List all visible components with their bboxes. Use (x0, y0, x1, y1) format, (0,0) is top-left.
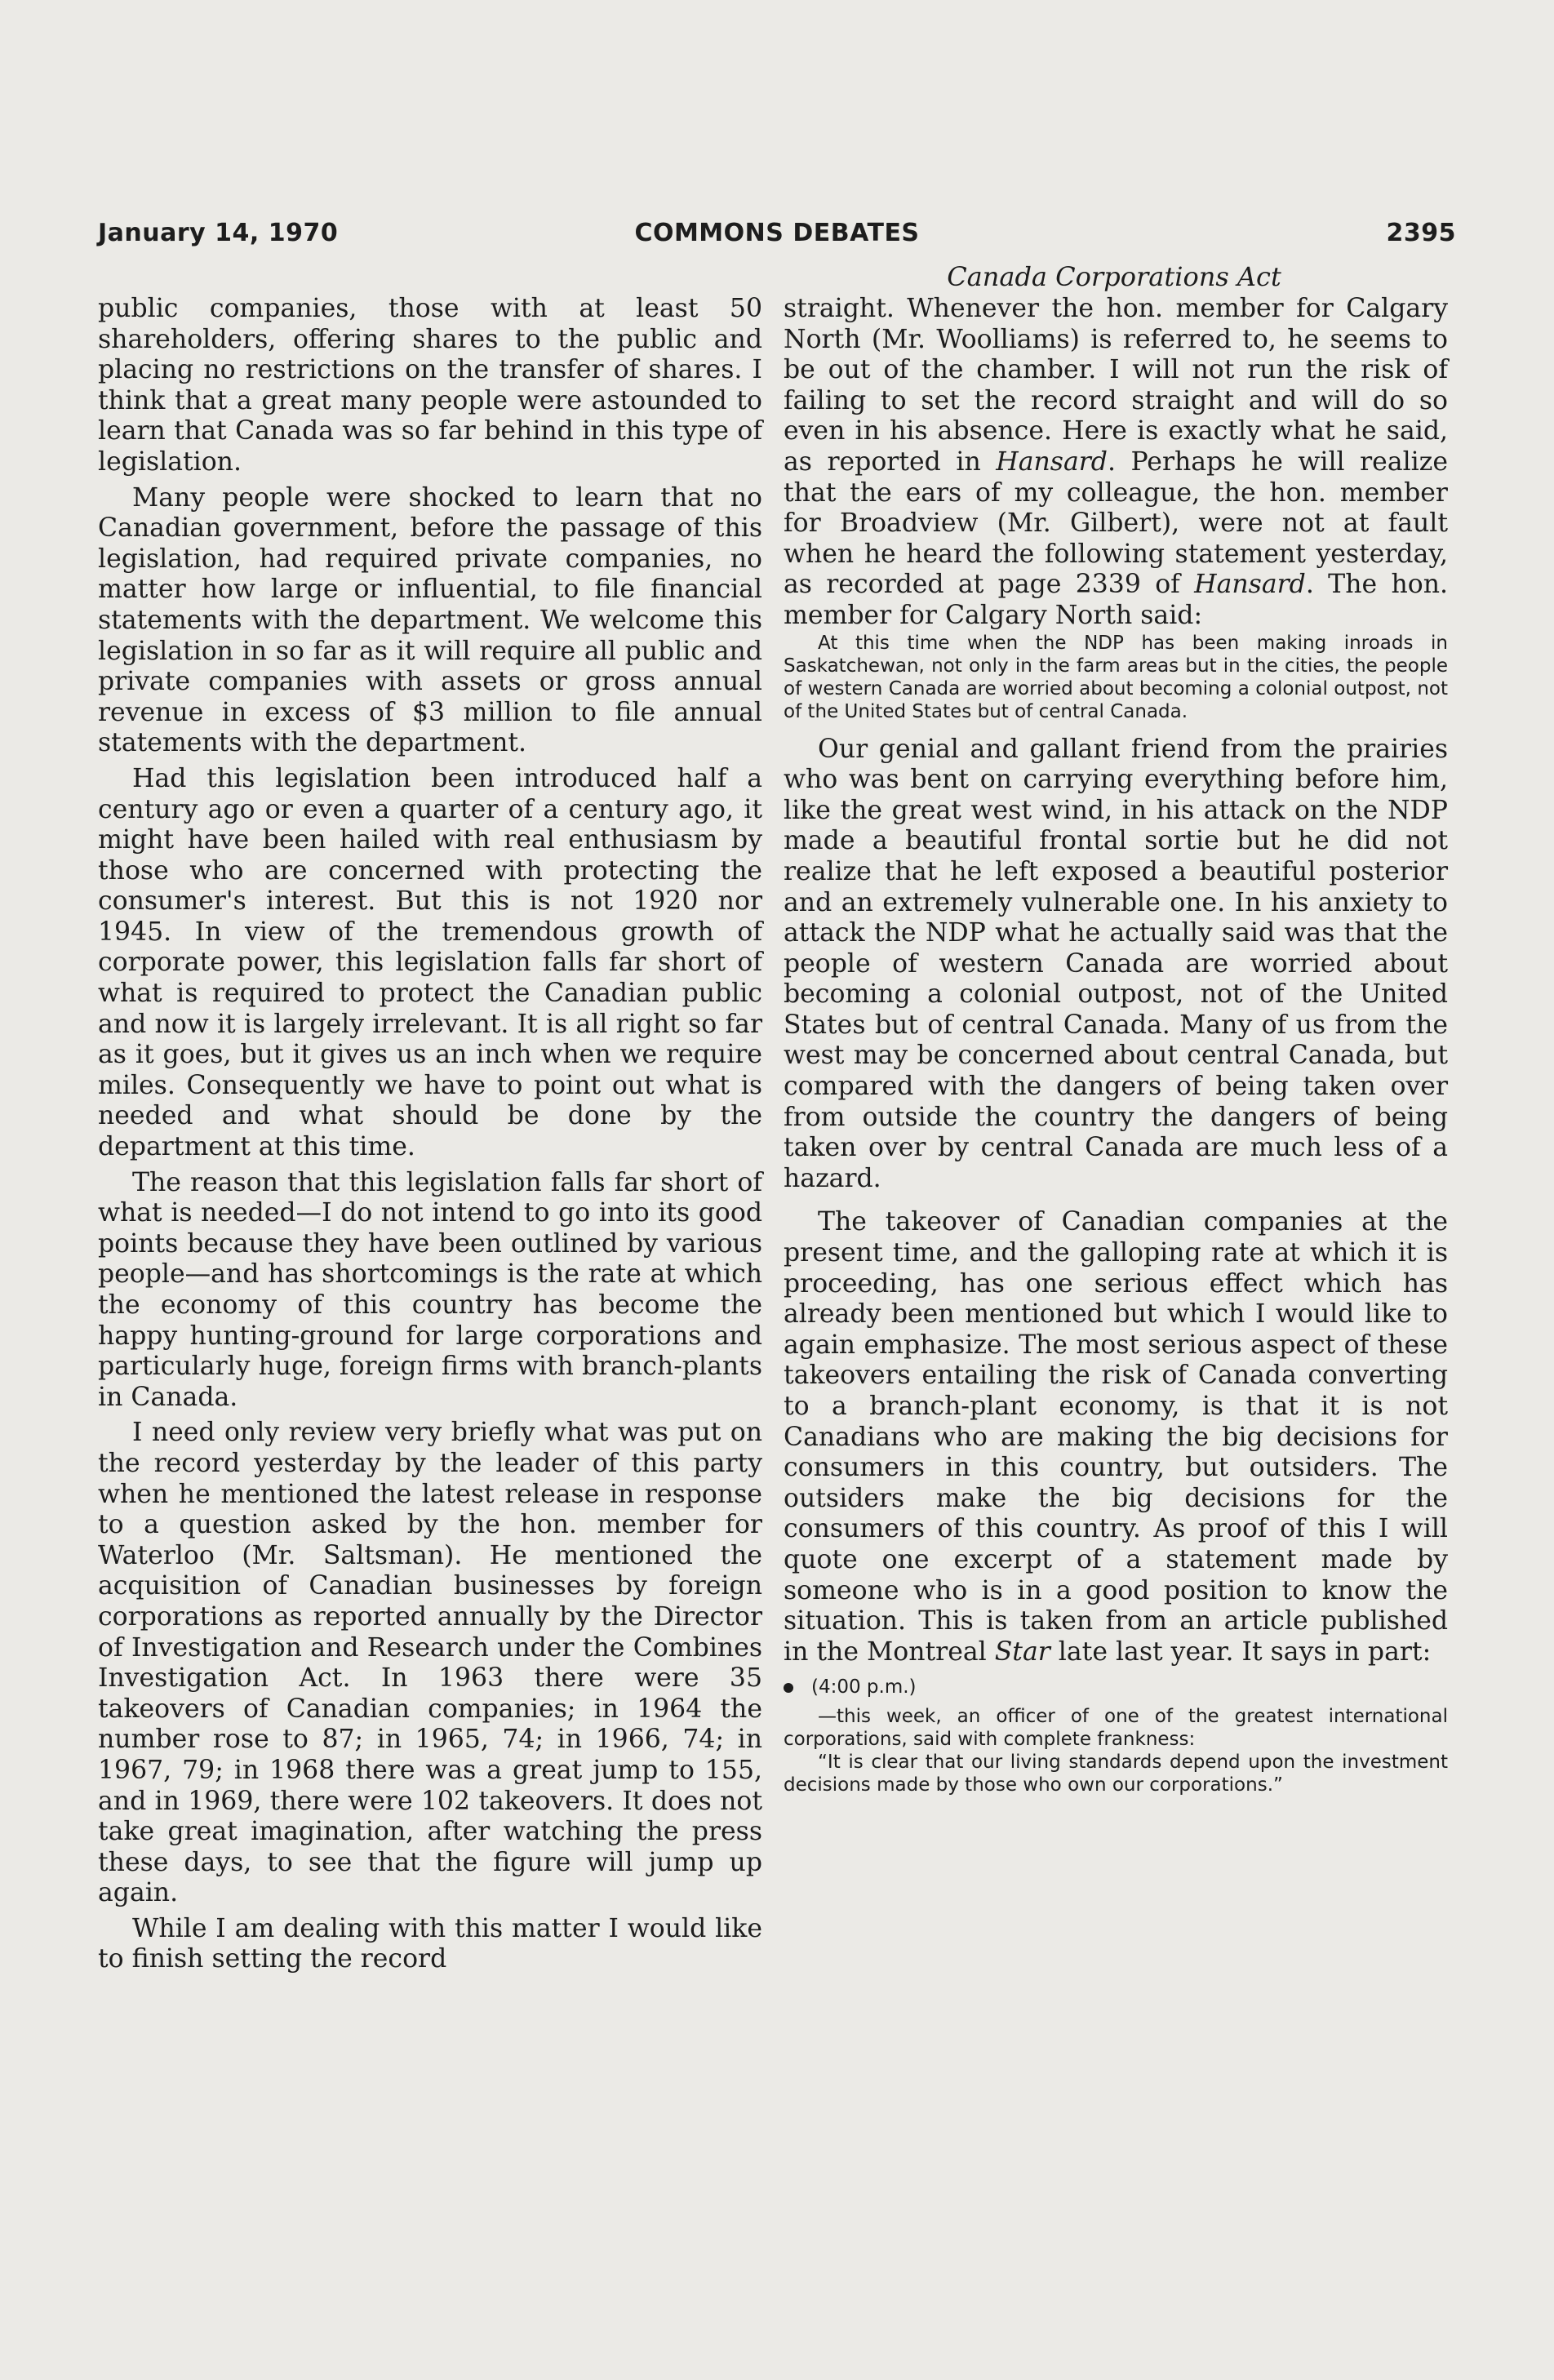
bullet-icon (784, 1683, 793, 1693)
header-date: January 14, 1970 (98, 219, 339, 247)
paragraph: Our genial and gallant friend from the prairies who was bent on carrying everything before him, like the great west wind, in his attack on the NDP made a beautiful frontal sortie but he did not realize that he left exposed a beautiful posterior and an extremely vulnerable one. In his anxiety to attack the NDP what he actually said was that the people of western Canada are worried about becoming a colonial outpost, not of the United States but of central Canada. Many of us from the west may be concerned about central Canada, but compared with the dangers of being taken over from outside the country the dangers of being taken over by central Canada are much less of a hazard. (784, 734, 1448, 1193)
section-subheading: Canada Corporations Act (947, 261, 1281, 292)
paragraph: Many people were shocked to learn that no Canadian government, before the passage of this legislation, had required private companies, no matter how large or influential, to file financial statements with the department. We welcome this legislation in so far as it will require all public and private companies with assets or gross annual revenue in excess of $3 million to file annual statements with the department. (98, 482, 762, 758)
header-title: COMMONS DEBATES (634, 219, 920, 247)
text-run: The takeover of Canadian companies at the present time, and the galloping rate at which it is proceeding, has one serious effect which has already been mentioned but which I would like to again emphasize. The most serious aspect of these takeovers entailing the risk of Canada converting to a branch-plant economy, is that it is not Canadians who are making the big decisions for consumers in this country, but outsiders. The outsiders make the big decisions for the consumers of this country. As proof of this I will quote one excerpt of a statement made by someone who is in a good position to know the situation. This is taken from an article published in the Montreal (784, 1207, 1448, 1667)
paragraph (784, 294, 1448, 632)
italic-hansard: Hansard (1194, 570, 1306, 600)
paragraph: The reason that this legislation falls far short of what is needed—I do not intend to go into its good points because they have been outlined by various people—and has shortcomings is the rate at which the economy of this country has become the happy hunting-ground for large corporations and particularly huge, foreign firms with branch-plants in Canada. (98, 1167, 762, 1412)
paragraph: While I am dealing with this matter I would like to finish setting the record (98, 1913, 762, 1974)
text-run: straight. Whenever the hon. member for Calgary North (Mr. Woolliams) is referred to, he seems to be out of the chamber. I will not run the risk of failing to set the record straight and will do so even in his absence. Here is exactly what he said, as reported in (784, 294, 1448, 477)
paragraph: I need only review very briefly what was put on the record yesterday by the leader of this party when he mentioned the latest release in response to a question asked by the hon. member for Waterloo (Mr. Saltsman). He mentioned the acquisition of Canadian businesses by foreign corporations as reported annually by the Director of Investigation and Research under the Combines Investigation Act. In 1963 there were 35 takeovers of Canadian companies; in 1964 the number rose to 87; in 1965, 74; in 1966, 74; in 1967, 79; in 1968 there was a great jump to 155, and in 1969, there were 102 takeovers. It does not take great imagination, after watching the press these days, to see that the figure will jump up again. (98, 1418, 762, 1908)
page-number: 2395 (1386, 219, 1456, 247)
page-header (98, 219, 1456, 258)
paragraph (784, 1207, 1448, 1667)
italic-star: Star (994, 1636, 1050, 1667)
time-marker (784, 1676, 1448, 1698)
left-column (98, 294, 762, 1975)
time-text: (4:00 p.m.) (811, 1676, 917, 1698)
text-run: . Perhaps he will realize that the ears of my colleague, the hon. member for Broadview (Mr. Gilbert), were not at fault when he heard the following statement yesterday, as recorded at page 2339 of (784, 446, 1448, 600)
italic-hansard: Hansard (996, 446, 1108, 477)
right-column (784, 294, 1448, 1796)
text-run: . The hon. member for Calgary North said: (784, 570, 1448, 630)
text-run: late last year. It says in part: (1050, 1636, 1432, 1667)
block-quote: —this week, an officer of one of the greatest international corporations, said with complete frankness: (784, 1706, 1448, 1751)
block-quote: “It is clear that our living standards depend upon the investment decisions made by those who own our corporations.” (784, 1752, 1448, 1796)
block-quote: At this time when the NDP has been making inroads in Saskatchewan, not only in the farm areas but in the cities, the people of western Canada are worried about becoming a colonial outpost, not of the United States but of central Canada. (784, 632, 1448, 722)
paragraph: Had this legislation been introduced half a century ago or even a quarter of a century ago, it might have been hailed with real enthusiasm by those who are concerned with protecting the consumer's interest. But this is not 1920 nor 1945. In view of the tremendous growth of corporate power, this legislation falls far short of what is required to protect the Canadian public and now it is largely irrelevant. It is all right so far as it goes, but it gives us an inch when we require miles. Consequently we have to point out what is needed and what should be done by the department at this time. (98, 763, 762, 1162)
paragraph: public companies, those with at least 50 shareholders, offering shares to the public and placing no restrictions on the transfer of shares. I think that a great many people were astounded to learn that Canada was so far behind in this type of legislation. (98, 294, 762, 477)
